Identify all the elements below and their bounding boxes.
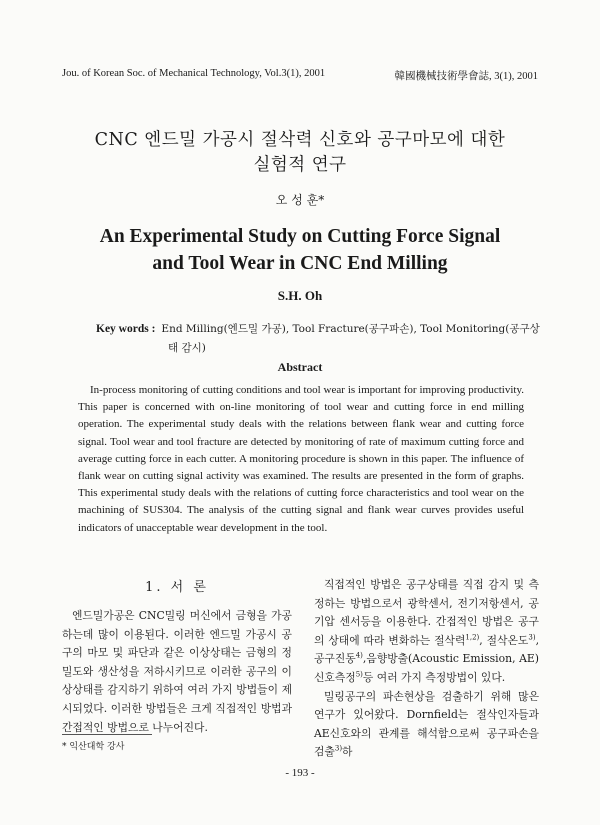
citation-ref: 3) xyxy=(528,633,536,642)
english-title xyxy=(0,223,600,277)
text-span: 등 여러 가지 측정방법이 있다. xyxy=(362,670,506,684)
korean-author: 오 성 훈* xyxy=(275,193,325,207)
citation-ref: 4) xyxy=(355,651,363,660)
keywords-block xyxy=(96,320,556,358)
text-span: , 절삭온도 xyxy=(479,633,529,647)
page-number: - 193 - xyxy=(285,767,315,779)
introduction-text: 엔드밀가공은 CNC밀링 머신에서 금형을 가공하는데 많이 이용된다. 이러한 엔드밀 가공시 공구의 마모 및 파단과 같은 이상상태는 금형의 정밀도와 생산성을 저하시키므로 이러한 공구의 이상상태를 감지하기 위하여 여러 가지 방법들이 제시되었다. 이러한 방법들은 크게 직접적인 방법과 간접적인 방법으로 나누어진다. xyxy=(62,609,292,734)
right-column xyxy=(314,576,539,762)
citation-ref: 5) xyxy=(355,670,363,679)
korean-title xyxy=(0,128,600,178)
keywords-label: Key words : xyxy=(96,323,156,335)
text-span: , 공구진동 xyxy=(314,633,539,666)
text-span: 하 xyxy=(342,745,353,759)
abstract-heading: Abstract xyxy=(277,360,323,374)
journal-header-left: Jou. of Korean Soc. of Mechanical Technology, Vol.3(1), 2001 xyxy=(62,68,326,79)
text-span: 직접적인 방법은 공구상태를 직접 감지 및 측정하는 방법으로서 광학센서, 전기저항센서, 공기압 센서등을 이용한다. 간접적인 방법은 공구의 상태에 따라 변화하는 절삭력 xyxy=(314,578,539,647)
text-span: 밀링공구의 파손현상을 검출하기 위해 많은 연구가 있어왔다. Dornfield는 절삭인자들과 AE신호와의 관계를 해석함으로써 공구파손을 검출 xyxy=(314,689,539,759)
korean-title-line2: 실험적 연구 xyxy=(253,155,347,175)
journal-header-right: 韓國機械技術學會誌, 3(1), 2001 xyxy=(394,71,538,82)
section-heading-introduction: 1. 서 론 xyxy=(145,580,209,595)
text-span: ,음향방출(Acoustic Emission, AE)신호측정 xyxy=(314,652,539,684)
citation-ref: 1,2) xyxy=(465,633,480,642)
english-title-line1: An Experimental Study on Cutting Force Signal xyxy=(99,226,501,247)
korean-title-line1: CNC 엔드밀 가공시 절삭력 신호와 공구마모에 대한 xyxy=(94,130,506,150)
abstract-text: In-process monitoring of cutting conditions and tool wear is important for improving productivity. This paper is concerned with on-line monitoring of tool wear and cutting force in end milling operation. The experimental study deals with the relations between flank wear and cutting force signal. Tool wear and tool fracture are detected by monitoring of rate of maximum cutting force and average cutting force in each cutter. A monitoring procedure is shown in this paper. The influence of flank wear on cutting signal activity was examined. The results are presented in the form of graphs. This experimental study deals with the relations of cutting force characteristics and tool wear on the machining of SUS304. The analysis of the cutting signal and flank wear curves provides useful indicators of unacceptable wear development in the tool. xyxy=(78,384,524,534)
keywords-line2: 태 감시) xyxy=(168,342,206,354)
footnote-rule xyxy=(62,734,152,735)
keywords-line1: End Milling(엔드밀 가공), Tool Fracture(공구파손), Tool Monitoring(공구상 xyxy=(161,323,540,335)
footnote: * 익산대학 강사 xyxy=(62,742,125,752)
english-author: S.H. Oh xyxy=(277,288,323,303)
citation-ref: 3) xyxy=(334,744,343,753)
right-paragraph-2 xyxy=(314,688,539,762)
english-title-line2: and Tool Wear in CNC End Milling xyxy=(152,253,448,274)
right-paragraph-1 xyxy=(314,576,539,688)
